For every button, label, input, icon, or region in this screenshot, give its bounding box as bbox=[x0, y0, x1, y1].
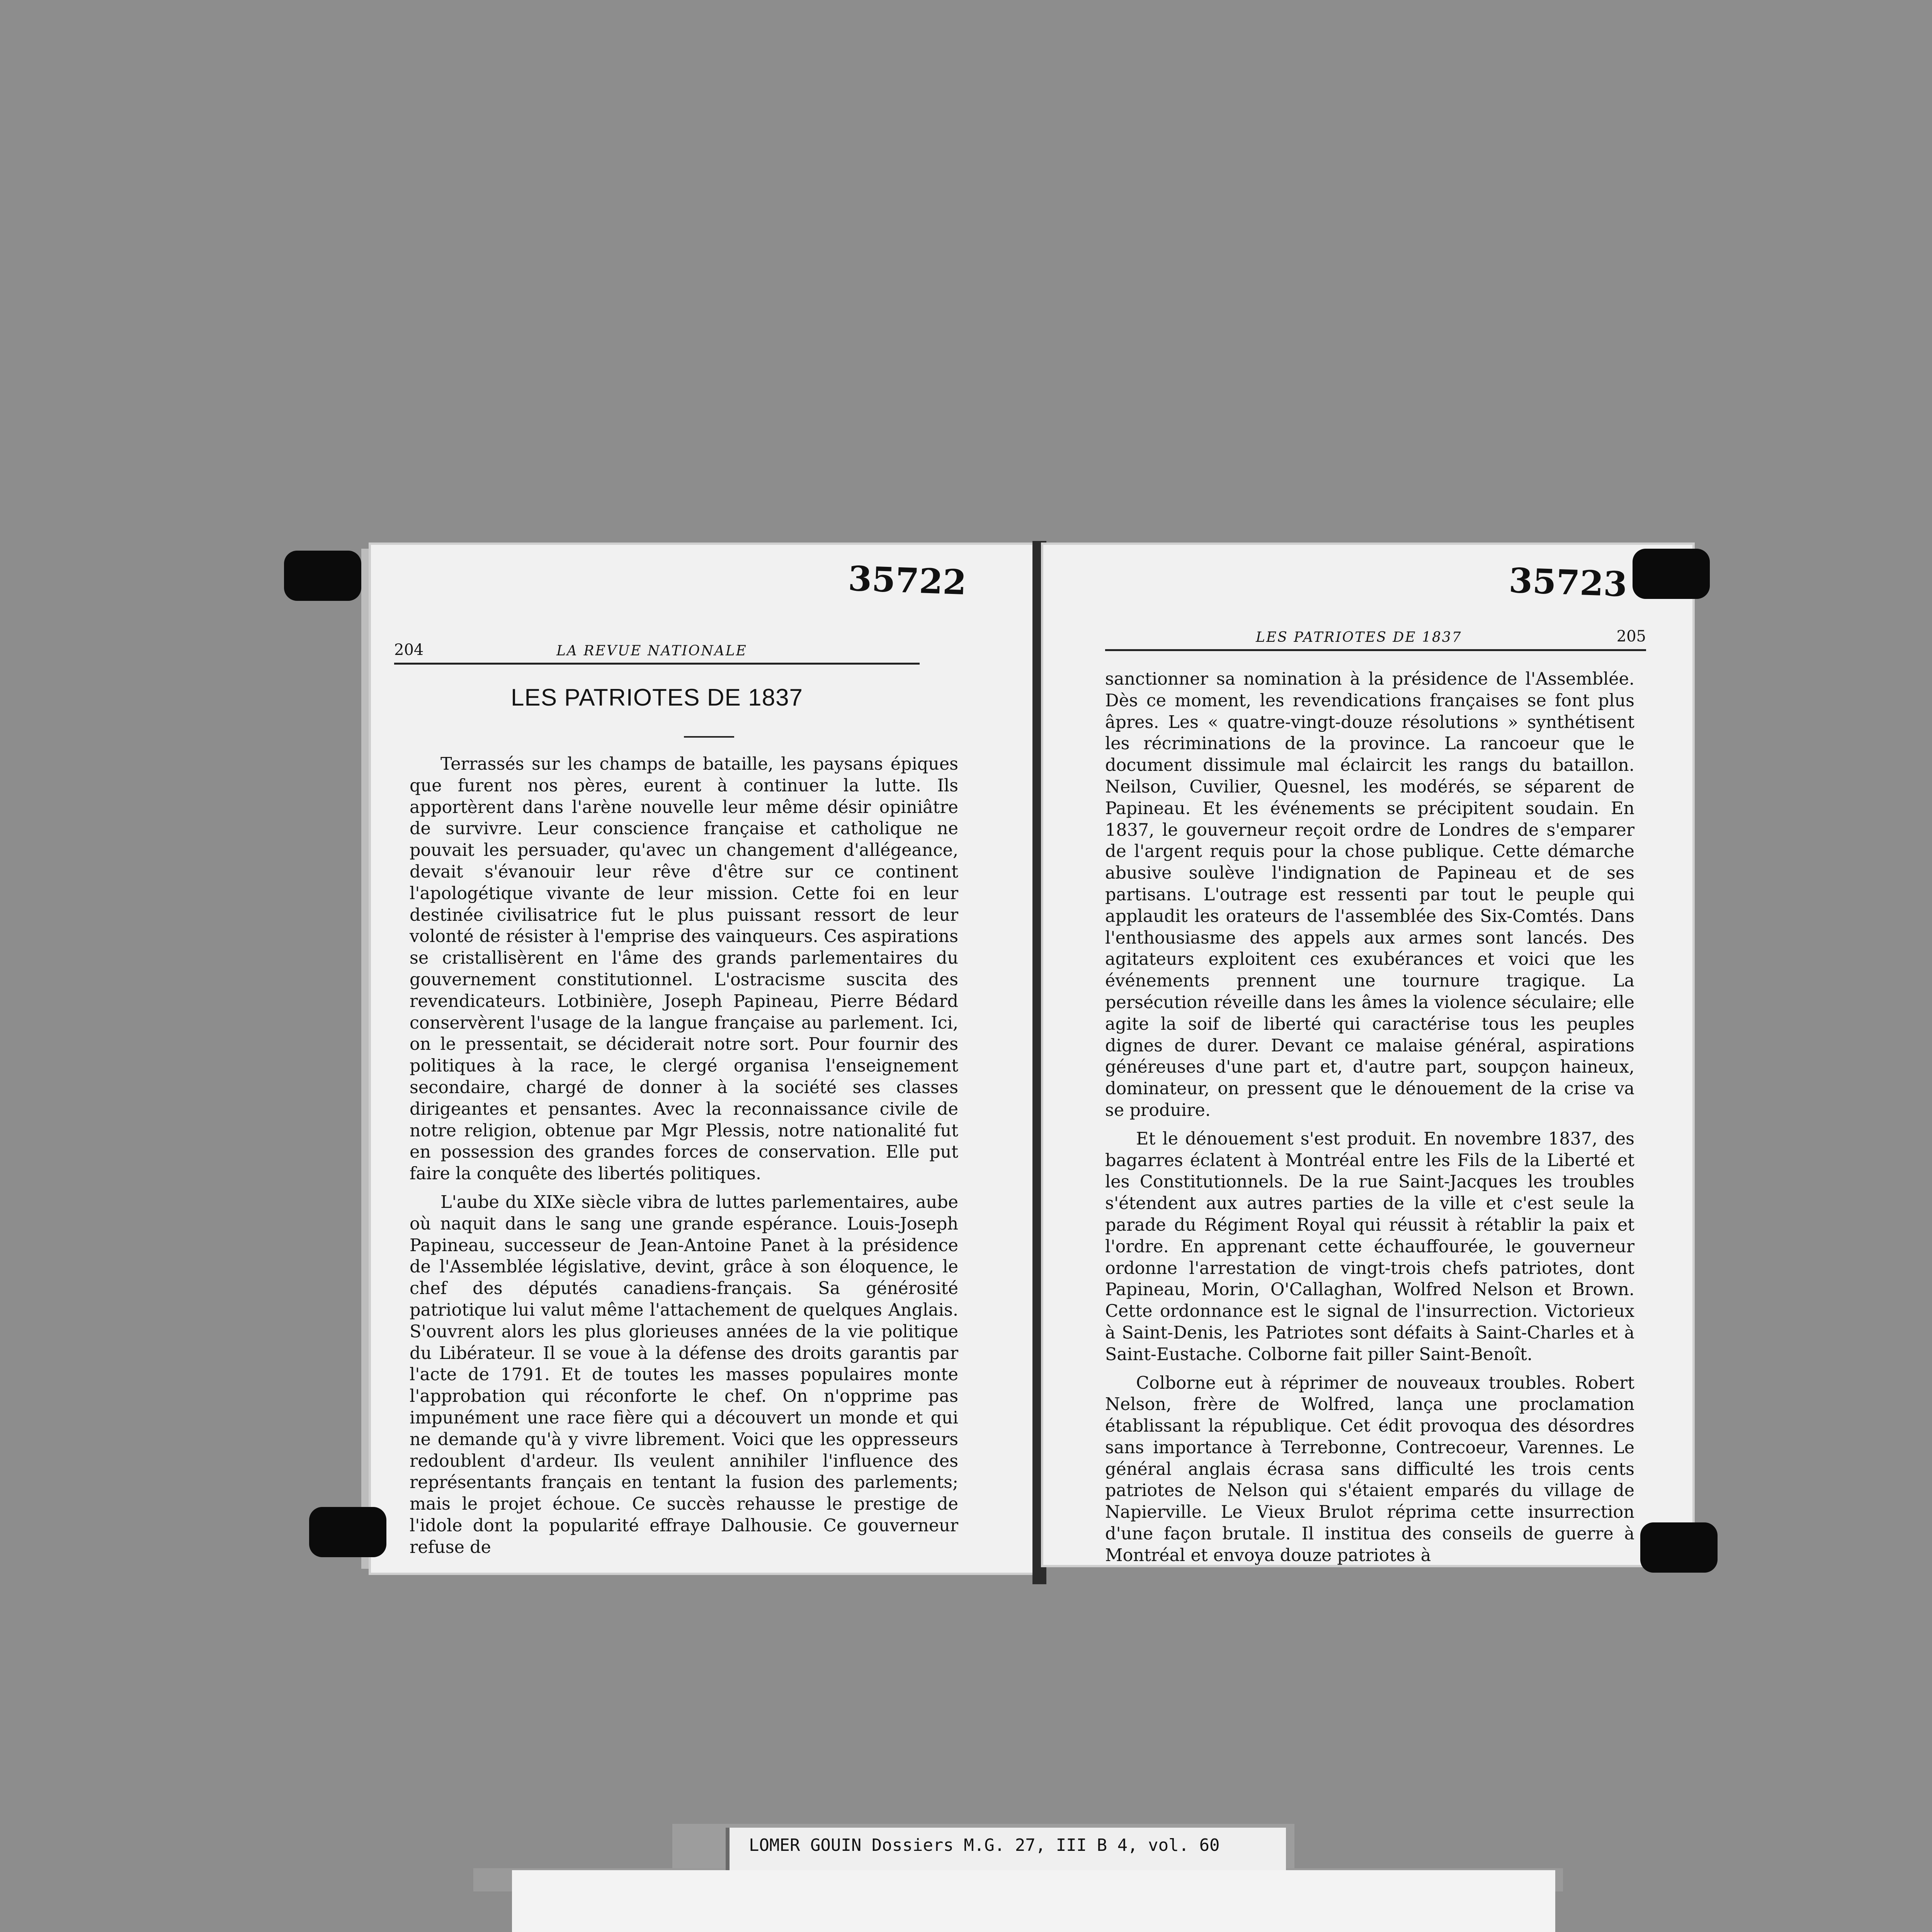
binder-clip-bottom-right bbox=[1640, 1522, 1718, 1573]
right-paragraph-2: Et le dénouement s'est produit. En novembre 1837, des bagarres éclatent à Montréal entre les Fils de la Liberté et les Constitutionnels. De la rue Saint-Jacques les troubles s'étendent aux autres parties de la ville et c'est seule la parade du Régiment Royal qui réussit à rétablir la paix et l'ordre. En apprenant cette échauffourée, le gouverneur ordonne l'arrestation de vingt-trois chefs patriotes, dont Papineau, Morin, O'Callaghan, Wolfred Nelson et Brown. Cette ordonnance est le signal de l'insurrection. Victorieux à Saint-Denis, les Patriotes sont défaits à Saint-Charles et à Saint-Eustache. Colborne fait piller Saint-Benoît. bbox=[1105, 1129, 1634, 1364]
left-body-text bbox=[410, 753, 958, 1565]
title-rule bbox=[684, 736, 734, 738]
archive-reference-label bbox=[726, 1828, 1286, 1870]
right-running-title: LES PATRIOTES DE 1837 bbox=[1256, 629, 1462, 645]
right-paragraph-1: sanctionner sa nomination à la présidence de l'Assemblée. Dès ce moment, les revendications françaises se font plus âpres. Les « quatre-vingt-douze résolutions » synthétisent les récriminations de la province. La rancoeur que le document dissimule mal éclaircit les rangs du bataillon. Neilson, Cuvilier, Quesnel, les modérés, se séparent de Papineau. Et les événements se précipitent soudain. En 1837, le gouverneur reçoit ordre de Londres de s'emparer de l'argent requis pour la chose publique. Cette démarche abusive soulève l'indignation de Papineau et de ses partisans. L'outrage est ressenti par tout le peuple qui applaudit les orateurs de l'assemblée des Six-Comtés. Dans l'enthousiasme des appels aux armes sont lancés. Des agitateurs exploitent ces exubérances et voici que les événements prennent une tournure tragique. La persécution réveille dans les âmes la violence séculaire; elle agite la soif de liberté qui caractérise tous les peuples dignes de durer. Devant ce malaise général, aspirations généreuses d'une part et, d'autre part, soupçon haineux, dominateur, on pressent que le dénouement de la crise va se produire. bbox=[1105, 669, 1634, 1120]
binder-clip-bottom-left bbox=[309, 1507, 386, 1557]
right-paragraph-3: Colborne eut à réprimer de nouveaux troubles. Robert Nelson, frère de Wolfred, lança une proclamation établissant la république. Cet édit provoqua des désordres sans importance à Terrebonne, Contrecoeur, Varennes. Le général anglais écrasa sans difficulté les trois cents patriotes de Nelson qui s'étaient emparés du village de Napierville. Le Vieux Brulot réprima cette insurrection d'une façon brutale. Il institua des conseils de guerre à Montréal et envoya douze patriotes à bbox=[1105, 1373, 1634, 1565]
right-page bbox=[1043, 545, 1692, 1565]
left-stamp-number: 35722 bbox=[847, 558, 967, 603]
right-running-head bbox=[1105, 626, 1646, 651]
right-page-number: 205 bbox=[1616, 628, 1646, 645]
left-running-head bbox=[394, 639, 920, 665]
binder-clip-top-left bbox=[284, 551, 361, 601]
binder-clip-top-right bbox=[1633, 549, 1710, 599]
left-page-number: 204 bbox=[394, 641, 424, 659]
archive-reference-text: LOMER GOUIN Dossiers M.G. 27, III B 4, vol. 60 bbox=[749, 1835, 1220, 1855]
left-paragraph-1: Terrassés sur les champs de bataille, les paysans épiques que furent nos pères, eurent à continuer la lutte. Ils apportèrent dans l'arène nouvelle leur même désir opiniâtre de survivre. Leur conscience française et catholique ne pouvait les persuader, qu'avec un changement d'allégeance, devait s'évanouir leur rêve d'être sur ce continent l'apologétique vivante de leur mission. Cette foi en leur destinée civilisatrice fut le plus puissant ressort de leur volonté de résister à l'emprise des vainqueurs. Ces aspirations se cristallisèrent en l'âme des grands parlementaires du gouvernement constitutionnel. L'ostracisme suscita des revendicateurs. Lotbinière, Joseph Papineau, Pierre Bédard conservèrent l'usage de la langue française au parlement. Ici, on le pressentait, se déciderait notre sort. Pour fournir des politiques à la race, le clergé organisa l'enseignement secondaire, chargé de donner à la société ses classes dirigeantes et pensantes. Avec la reconnaissance civile de notre religion, obtenue par Mgr Plessis, notre nationalité fut en possession des grandes forces de conservation. Elle put faire la conquête des libertés politiques. bbox=[410, 754, 958, 1184]
archive-card bbox=[512, 1870, 1555, 1932]
left-paragraph-2: L'aube du XIXe siècle vibra de luttes parlementaires, aube où naquit dans le sang une grande espérance. Louis-Joseph Papineau, successeur de Jean-Antoine Panet à la présidence de l'Assemblée législative, devint, grâce à son éloquence, le chef des députés canadiens-français. Sa générosité patriotique lui valut même l'attachement de quelques Anglais. S'ouvrent alors les plus glorieuses années de la vie politique du Libérateur. Il se voue à la défense des droits garantis par l'acte de 1791. Et de toutes les masses populaires monte l'approbation qui réconforte le chef. On n'opprime pas impunément une race fière qui a découvert un monde et qui ne demande qu'à y vivre librement. Voici que les oppresseurs redoublent d'ardeur. Ils veulent annihiler l'influence des représentants français en tentant la fusion des parlements; mais le projet échoue. Ce succès rehausse le prestige de l'idole dont la popularité effraye Dalhousie. Ce gouverneur refuse de bbox=[410, 1192, 958, 1557]
right-body-text bbox=[1105, 668, 1634, 1573]
left-page bbox=[371, 545, 1036, 1573]
left-running-title: LA REVUE NATIONALE bbox=[556, 643, 747, 659]
article-title: LES PATRIOTES DE 1837 bbox=[510, 684, 803, 711]
right-stamp-number: 35723 bbox=[1508, 560, 1628, 605]
